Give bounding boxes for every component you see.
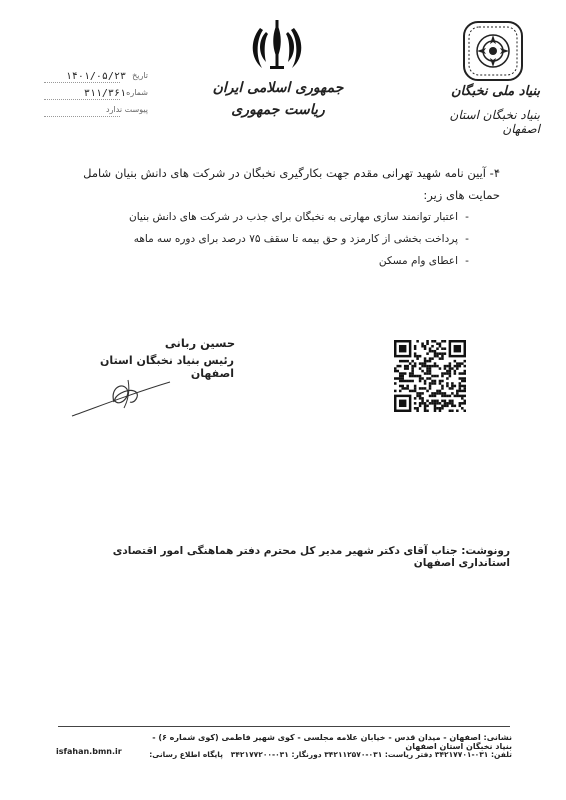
list-item: -اعطای وام مسکن (378, 255, 469, 267)
iran-emblem-icon (252, 18, 302, 76)
meta-attachment-label: پیوست ندارد (106, 105, 148, 114)
logo-name: بنیاد ملی نخبگان (451, 84, 540, 99)
item-text: آیین نامه شهید تهرانی مقدم جهت بکارگیری نخبگان در شرکت های دانش بنیان شامل حمایت های زیر: (83, 166, 500, 202)
benefits-list (56, 206, 476, 272)
meta-number-value: ۳۱۱/۳۶۱ (83, 88, 126, 99)
list-item: -پرداخت بخشی از کارمزد و حق بیمه تا سقف ۷۵ درصد برای دوره سه ماهه (133, 233, 469, 245)
meta-attachment (40, 105, 148, 119)
logo-subtitle: بنیاد نخبگان استان اصفهان (449, 108, 540, 136)
footer-site-label: پایگاه اطلاع رسانی: (149, 750, 223, 759)
meta-date (40, 71, 148, 85)
handwritten-signature-icon (70, 372, 180, 420)
elite-foundation-logo-icon (462, 20, 524, 84)
qr-code-icon (394, 340, 466, 412)
item-number: ۴- (489, 166, 500, 180)
footer-website: isfahan.bmn.ir (56, 747, 122, 756)
footer-phones: تلفن: ۰۳۱-۳۴۲۱۷۷۰۱ دفتر ریاست: ۰۳۱-۳۴۲۱۱۲۵۷۰ دورنگار: ۰۳۱-۳۴۲۱۷۷۲۰۰ پایگاه اطلاع رسانی: (149, 750, 512, 759)
body-item-4 (56, 162, 500, 206)
emblem-line-2: ریاست جمهوری (231, 102, 325, 118)
cc-recipient: رونوشت: جناب آقای دکتر شهیر مدیر کل محترم دفتر هماهنگی امور اقتصادی استانداری اصفهان (112, 545, 510, 569)
signatory-title: رئیس بنیاد نخبگان استان اصفهان (100, 354, 234, 380)
list-item: -اعتبار توانمند سازی مهارتی به نخبگان برای جذب در شرکت های دانش بنیان (128, 211, 469, 223)
emblem-line-1: جمهوری اسلامی ایران (212, 80, 344, 96)
meta-number (40, 88, 148, 102)
signatory-name: حسین ربانی (164, 336, 236, 350)
footer-address: نشانی: اصفهان - میدان قدس - خیابان علامه مجلسی - کوی شهیر فاطمی (کوی شماره ۶) - بنیاد نخبگان استان اصفهان (152, 733, 512, 751)
footer-divider (58, 726, 510, 727)
meta-date-label: تاریخ (132, 71, 148, 80)
meta-date-value: ۱۴۰۱/۰۵/۲۳ (65, 71, 126, 82)
meta-number-label: شماره (126, 88, 148, 97)
